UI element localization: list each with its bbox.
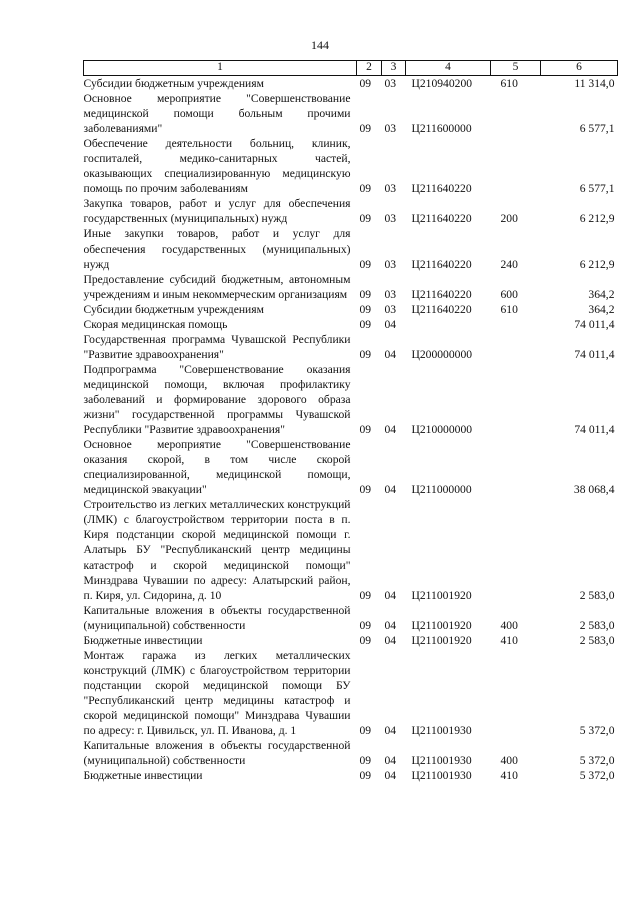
row-name-cell: Государственная программа Чувашской Республики "Развитие здравоохранения" xyxy=(83,332,351,361)
row-amount-cell: 364,2 xyxy=(588,287,615,301)
row-amount-cell: 74 011,4 xyxy=(574,423,615,437)
row-name-cell: Бюджетные инвестиции xyxy=(83,633,203,647)
row-name-cell: Строительство из легких металлических конструкций (ЛМК) с благоустройством территории поста в п. Киря подстанции скорой медицинской помощи г. Алатырь БУ "Республиканский центр медицины катастроф и скорой медицинской помощи" Минздрава Чувашии по адресу: Алатырский район, п. Киря, ул. Сидорина, д. 10 xyxy=(83,498,351,602)
row-amount-cell: 11 314,0 xyxy=(574,77,615,90)
row-section-cell: 09 xyxy=(359,77,372,90)
table-body xyxy=(84,76,618,784)
row-amount-cell: 364,2 xyxy=(588,302,615,316)
table-row xyxy=(84,603,618,633)
table-row xyxy=(84,91,618,136)
header-col-3: 3 xyxy=(382,61,406,76)
row-section-cell: 09 xyxy=(359,122,372,136)
row-amount-cell: 6 577,1 xyxy=(579,122,615,136)
row-subsection-cell: 04 xyxy=(384,483,397,497)
row-section-cell: 09 xyxy=(359,769,372,783)
row-section-cell: 09 xyxy=(359,302,372,316)
row-vr-cell: 610 xyxy=(500,77,518,90)
row-csr-cell: Ц211001920 xyxy=(411,618,472,632)
table-row xyxy=(84,497,618,602)
row-subsection-cell: 03 xyxy=(384,257,397,271)
page-number: 144 xyxy=(311,38,329,52)
table-row xyxy=(84,633,618,648)
row-vr-cell xyxy=(491,317,541,332)
row-amount-cell: 6 212,9 xyxy=(579,212,615,226)
row-csr-cell: Ц211001930 xyxy=(411,754,472,768)
row-csr-cell: Ц200000000 xyxy=(411,347,473,361)
row-section-cell: 09 xyxy=(359,182,372,196)
row-amount-cell: 5 372,0 xyxy=(579,754,615,768)
table-row xyxy=(84,226,618,271)
row-csr-cell: Ц211001920 xyxy=(411,588,472,602)
row-subsection-cell: 03 xyxy=(384,212,397,226)
row-name-cell: Закупка товаров, работ и услуг для обеспечения государственных (муниципальных) нужд xyxy=(83,197,351,226)
row-name-cell: Обеспечение деятельности больниц, клиник, госпиталей, медико-санитарных частей, оказывающих специализированную медицинскую помощь по прочим заболеваниям xyxy=(83,137,351,196)
row-csr-cell: Ц211001930 xyxy=(411,724,472,738)
row-subsection-cell: 04 xyxy=(384,347,397,361)
row-csr-cell: Ц211640220 xyxy=(411,287,472,301)
row-amount-cell: 2 583,0 xyxy=(579,618,615,632)
row-csr-cell xyxy=(406,317,491,332)
header-row xyxy=(84,61,618,76)
row-csr-cell: Ц211001930 xyxy=(411,769,472,783)
row-vr-cell xyxy=(491,136,541,196)
row-vr-cell: 400 xyxy=(500,754,518,768)
row-vr-cell xyxy=(491,437,541,497)
row-amount-cell: 6 212,9 xyxy=(579,257,615,271)
row-amount-cell: 2 583,0 xyxy=(579,588,615,602)
row-csr-cell: Ц210000000 xyxy=(411,423,473,437)
row-vr-cell: 610 xyxy=(500,302,518,316)
row-section-cell: 09 xyxy=(359,483,372,497)
row-name-cell: Иные закупки товаров, работ и услуг для обеспечения государственных (муниципальных) нужд xyxy=(83,227,351,271)
row-vr-cell xyxy=(491,362,541,437)
row-vr-cell: 400 xyxy=(500,618,518,632)
row-subsection-cell: 04 xyxy=(384,724,397,738)
table-row xyxy=(84,437,618,497)
table-row xyxy=(84,362,618,437)
table-row xyxy=(84,76,618,92)
row-section-cell: 09 xyxy=(359,317,372,331)
row-csr-cell: Ц211600000 xyxy=(411,122,472,136)
row-csr-cell: Ц210940200 xyxy=(411,77,473,90)
row-section-cell: 09 xyxy=(359,287,372,301)
row-amount-cell: 5 372,0 xyxy=(579,724,615,738)
row-section-cell: 09 xyxy=(359,588,372,602)
row-subsection-cell: 03 xyxy=(384,302,397,316)
row-subsection-cell: 04 xyxy=(384,618,397,632)
row-amount-cell: 5 372,0 xyxy=(579,769,615,783)
row-amount-cell: 74 011,4 xyxy=(574,347,615,361)
row-section-cell: 09 xyxy=(359,754,372,768)
row-csr-cell: Ц211640220 xyxy=(411,302,472,316)
row-amount-cell: 6 577,1 xyxy=(579,182,615,196)
row-vr-cell: 200 xyxy=(500,212,518,226)
row-name-cell: Предоставление субсидий бюджетным, автономным учреждениям и иным некоммерческим организациям xyxy=(83,272,351,301)
row-csr-cell: Ц211000000 xyxy=(411,483,472,497)
row-name-cell: Основное мероприятие "Совершенствование оказания скорой, в том числе скорой специализированной, медицинской помощи, медицинской эвакуации" xyxy=(83,438,351,497)
row-subsection-cell: 03 xyxy=(384,287,397,301)
row-subsection-cell: 04 xyxy=(384,423,397,437)
table-row xyxy=(84,302,618,317)
row-csr-cell: Ц211640220 xyxy=(411,257,472,271)
row-csr-cell: Ц211640220 xyxy=(411,182,472,196)
row-subsection-cell: 03 xyxy=(384,182,397,196)
row-name-cell: Монтаж гаража из легких металлических конструкций (ЛМК) с благоустройством территории подстанции скорой медицинской помощи БУ "Республиканский центр медицины катастроф и скорой медицинской помощи" Минздрава Чувашии по адресу: г. Цивильск, ул. П. Иванова, д. 1 xyxy=(83,648,351,738)
row-vr-cell: 410 xyxy=(500,769,518,783)
table-header xyxy=(84,61,618,76)
row-vr-cell xyxy=(491,332,541,362)
row-name-cell: Субсидии бюджетным учреждениям xyxy=(83,77,264,90)
row-section-cell: 09 xyxy=(359,212,372,226)
row-name-cell: Скорая медицинская помощь xyxy=(83,317,228,331)
table-row xyxy=(84,136,618,196)
row-name-cell: Основное мероприятие "Совершенствование медицинской помощи больным прочими заболеваниями" xyxy=(83,92,351,136)
row-section-cell: 09 xyxy=(359,618,372,632)
row-vr-cell: 240 xyxy=(500,257,518,271)
row-subsection-cell: 03 xyxy=(384,77,397,90)
row-amount-cell: 2 583,0 xyxy=(579,633,615,647)
table-row xyxy=(84,768,618,783)
table-row xyxy=(84,196,618,226)
row-amount-cell: 74 011,4 xyxy=(574,317,615,331)
row-csr-cell: Ц211001920 xyxy=(411,633,472,647)
row-vr-cell xyxy=(491,497,541,602)
header-col-4: 4 xyxy=(406,61,491,76)
row-subsection-cell: 04 xyxy=(384,633,397,647)
table-row xyxy=(84,738,618,768)
row-section-cell: 09 xyxy=(359,347,372,361)
row-vr-cell: 410 xyxy=(500,633,518,647)
row-name-cell: Бюджетные инвестиции xyxy=(83,769,203,783)
row-amount-cell: 38 068,4 xyxy=(573,483,615,497)
row-vr-cell xyxy=(491,648,541,738)
row-subsection-cell: 04 xyxy=(384,317,397,331)
row-name-cell: Подпрограмма "Совершенствование оказания медицинской помощи, включая профилактику заболеваний и формирование здорового образа жизни" государственной программы Чувашской Республики "Развитие здравоохранения" xyxy=(83,362,351,437)
row-subsection-cell: 03 xyxy=(384,122,397,136)
row-subsection-cell: 04 xyxy=(384,754,397,768)
table-row xyxy=(84,332,618,362)
table-row xyxy=(84,648,618,738)
header-col-5: 5 xyxy=(491,61,541,76)
header-col-1: 1 xyxy=(84,61,357,76)
row-name-cell: Капитальные вложения в объекты государственной (муниципальной) собственности xyxy=(83,603,351,632)
row-section-cell: 09 xyxy=(359,724,372,738)
table-row xyxy=(84,317,618,332)
row-subsection-cell: 04 xyxy=(384,769,397,783)
row-name-cell: Капитальные вложения в объекты государственной (муниципальной) собственности xyxy=(83,739,351,768)
budget-table xyxy=(83,60,618,783)
table-row xyxy=(84,272,618,302)
row-vr-cell xyxy=(491,91,541,136)
row-name-cell: Субсидии бюджетным учреждениям xyxy=(83,302,264,316)
row-vr-cell: 600 xyxy=(500,287,518,301)
row-csr-cell: Ц211640220 xyxy=(411,212,472,226)
row-subsection-cell: 04 xyxy=(384,588,397,602)
row-section-cell: 09 xyxy=(359,257,372,271)
row-section-cell: 09 xyxy=(359,423,372,437)
header-col-2: 2 xyxy=(357,61,382,76)
header-col-6: 6 xyxy=(541,61,618,76)
row-section-cell: 09 xyxy=(359,633,372,647)
